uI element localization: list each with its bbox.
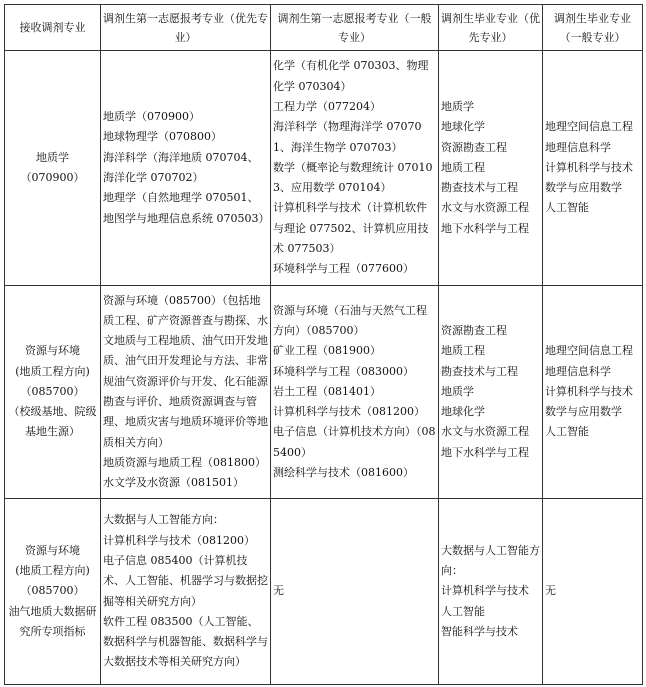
cell-line: 海洋科学（海洋地质 070704、海洋化学 070702） [103,150,259,184]
cell-grad-priority [439,286,543,499]
cell-line: 水文与水资源工程 [441,425,529,439]
cell-line: 油气地质大数据研究所专项指标 [8,604,97,638]
cell-receiving [5,286,101,499]
cell-line: 资源与环境 [25,543,80,557]
cell-receiving [5,499,101,685]
cell-line: 数学（概率论与数理统计 070103、应用数学 070104） [273,160,433,195]
cell-line: 地理空间信息工程 [545,120,633,134]
cell-line: (地质工程方向) [15,364,90,378]
cell-line: （校级基地、院级基地生源） [8,405,97,439]
cell-line: 地球化学 [441,120,485,134]
cell-line: 地下水科学与工程 [441,445,529,459]
cell-line: 无 [545,584,556,598]
table-row [5,51,643,286]
cell-line: 电子信息（计算机技术方向）（085400） [273,425,436,459]
cell-line: 计算机科学与技术（081200） [273,405,425,419]
cell-line: 勘查技术与工程 [441,181,518,195]
header-receiving: 接收调剂专业 [5,5,101,51]
cell-line: 环境科学与工程（083000） [273,364,414,378]
cell-line: 数学与应用数学 [545,405,622,419]
cell-line: 地质学 [441,99,474,113]
cell-line: 电子信息 085400（计算机技术、人工智能、机器学习与数据挖掘等相关研究方向） [103,553,268,608]
cell-line: 资源与环境 [25,344,80,358]
cell-line: 地球物理学（070800） [103,130,222,144]
cell-line: 计算机科学与技术（081200） [103,533,255,547]
cell-first-priority [101,286,271,499]
cell-grad-general [543,499,643,685]
cell-line: 计算机科学与技术（计算机软件与理论 077502、计算机应用技术 077503） [273,201,429,256]
cell-line: 地下水科学与工程 [441,221,529,235]
cell-line: 地质学 [36,150,69,164]
cell-first-priority [101,51,271,286]
cell-line: 海洋科学（物理海洋学 070701、海洋生物学 070703） [273,120,422,154]
cell-line: 地质学 [441,384,474,398]
cell-line: 矿业工程（081900） [273,344,381,358]
cell-line: 地质学（070900） [103,110,200,124]
table-row [5,499,643,685]
cell-line: 人工智能 [545,201,589,215]
cell-line: 计算机科学与技术 [441,584,529,598]
cell-first-general [271,499,439,685]
cell-line: 资源与环境（石油与天然气工程方向）（085700） [273,303,427,337]
cell-line: 勘查技术与工程 [441,364,518,378]
cell-line: 大数据与人工智能方向： [103,513,224,527]
cell-line: （070900） [20,171,85,184]
cell-line: 地质资源与地质工程（081800） [103,455,266,469]
cell-line: 计算机科学与技术 [545,160,633,174]
cell-line: 地理信息科学 [545,140,611,154]
cell-line: 数学与应用数学 [545,181,622,195]
cell-line: 地理学（自然地理学 070501、地图学与地理信息系统 070503） [103,191,270,225]
header-first-general: 调剂生第一志愿报考专业（一般专业） [271,5,439,51]
cell-line: 资源勘查工程 [441,140,507,154]
cell-grad-priority [439,51,543,286]
cell-line: 大数据与人工智能方向： [441,543,540,578]
cell-line: 计算机科学与技术 [545,384,633,398]
header-row [5,5,643,51]
cell-line: （085700） [20,584,85,598]
cell-first-priority [101,499,271,685]
cell-line: 地理信息科学 [545,364,611,378]
table-row [5,286,643,499]
cell-line: （085700） [20,384,85,398]
cell-line: 环境科学与工程（077600） [273,262,414,276]
header-first-priority: 调剂生第一志愿报考专业（优先专业） [101,5,271,51]
cell-line: 地理空间信息工程 [545,344,633,358]
cell-line: 岩土工程（081401） [273,384,381,398]
header-grad-general: 调剂生毕业专业（一般专业） [543,5,643,51]
cell-line: 水文与水资源工程 [441,201,529,215]
cell-line: 智能科学与技术 [441,624,518,638]
cell-line: 地球化学 [441,405,485,419]
cell-line: 资源勘查工程 [441,323,507,337]
cell-grad-priority [439,499,543,685]
cell-grad-general [543,286,643,499]
cell-line: 资源与环境（085700）（包括地质工程、矿产资源普查与勘探、水文地质与工程地质、油气田开发地质、油气田开发理论与方法、非常规油气资源评价与开发、化石能源勘查与评价、地质资源调查与管理、地质灾害与地质环境评价等地质相关方向） [103,293,268,449]
cell-line: 地质工程 [441,160,485,174]
cell-line: 测绘科学与技术（081600） [273,466,414,480]
cell-line: 人工智能 [545,425,589,439]
cell-line: 地质工程 [441,344,485,358]
cell-receiving [5,51,101,286]
cell-line: 软件工程 083500（人工智能、数据科学与机器智能、数据科学与大数据技术等相关研究方向） [103,614,268,669]
cell-line: 工程力学（077204） [273,99,381,113]
header-grad-priority: 调剂生毕业专业（优先专业） [439,5,543,51]
cell-line: 无 [273,584,284,598]
cell-first-general [271,51,439,286]
cell-line: 水文学及水资源（081501） [103,476,244,490]
cell-line: 人工智能 [441,604,485,618]
cell-first-general [271,286,439,499]
cell-line: (地质工程方向) [15,564,90,578]
cell-line: 化学（有机化学 070303、物理化学 070304） [273,59,429,93]
cell-grad-general [543,51,643,286]
adjustment-table [4,4,643,685]
